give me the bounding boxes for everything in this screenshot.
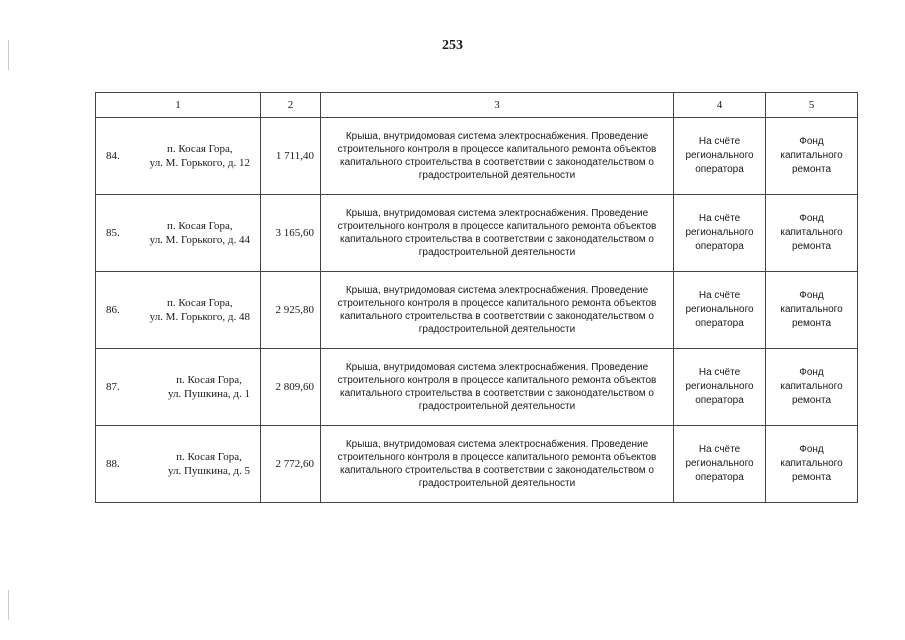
account-text: На счёте (698, 213, 741, 224)
fund-text: капитального (780, 381, 843, 392)
fund-text: капитального (780, 458, 843, 469)
fund-cell (766, 426, 858, 503)
address-settlement: п. Косая Гора, (176, 451, 242, 463)
account-text: регионального (685, 150, 754, 161)
table-row (96, 272, 858, 349)
table-row (96, 118, 858, 195)
account-text: На счёте (698, 136, 741, 147)
fund-text: Фонд (799, 290, 824, 301)
area-cell: 2 772,60 (261, 426, 321, 503)
address (150, 296, 250, 324)
fund-cell (766, 272, 858, 349)
account-text: На счёте (698, 290, 741, 301)
column-header: 5 (766, 93, 858, 118)
address-street: ул. М. Горького, д. 48 (149, 311, 250, 323)
fund-text: капитального (780, 150, 843, 161)
account-text: регионального (685, 227, 754, 238)
fund-text: Фонд (799, 367, 824, 378)
account-text: регионального (685, 304, 754, 315)
works-cell: Крыша, внутридомовая система электроснабжения. Проведение строительного контроля в процессе капитального ремонта объектов капитального строительства в соответствии с законодательством о градостроительной деятельности (321, 349, 674, 426)
area-cell: 1 711,40 (261, 118, 321, 195)
fund-text: ремонта (791, 164, 832, 175)
works-cell: Крыша, внутридомовая система электроснабжения. Проведение строительного контроля в процессе капитального ремонта объектов капитального строительства в соответствии с законодательством о градостроительной деятельности (321, 272, 674, 349)
column-header: 1 (96, 93, 261, 118)
area-cell: 2 809,60 (261, 349, 321, 426)
account-text: На счёте (698, 367, 741, 378)
scan-edge-mark (8, 590, 9, 620)
address-street: ул. Пушкина, д. 5 (167, 465, 250, 477)
account-text: регионального (685, 381, 754, 392)
works-cell: Крыша, внутридомовая система электроснабжения. Проведение строительного контроля в процессе капитального ремонта объектов капитального строительства в соответствии с законодательством о градостроительной деятельности (321, 426, 674, 503)
works-cell: Крыша, внутридомовая система электроснабжения. Проведение строительного контроля в процессе капитального ремонта объектов капитального строительства в соответствии с законодательством о градостроительной деятельности (321, 118, 674, 195)
fund-cell (766, 349, 858, 426)
row-number: 86. (106, 304, 120, 316)
address-cell (96, 195, 261, 272)
fund-text: ремонта (791, 395, 832, 406)
row-number: 84. (106, 150, 120, 162)
fund-text: ремонта (791, 318, 832, 329)
area-cell: 3 165,60 (261, 195, 321, 272)
address-street: ул. Пушкина, д. 1 (167, 388, 250, 400)
account-cell (674, 272, 766, 349)
table-row (96, 426, 858, 503)
account-cell (674, 349, 766, 426)
account-text: оператора (695, 472, 744, 483)
column-header: 2 (261, 93, 321, 118)
address-cell (96, 349, 261, 426)
works-table (95, 92, 858, 503)
account-text: регионального (685, 458, 754, 469)
address-settlement: п. Косая Гора, (176, 374, 242, 386)
column-header: 3 (321, 93, 674, 118)
address-settlement: п. Косая Гора, (166, 220, 233, 232)
fund-text: капитального (780, 227, 843, 238)
address-settlement: п. Косая Гора, (166, 143, 233, 155)
address-settlement: п. Косая Гора, (166, 297, 233, 309)
account-text: оператора (695, 164, 744, 175)
address (168, 373, 250, 401)
fund-text: ремонта (791, 472, 832, 483)
table-row (96, 349, 858, 426)
account-text: оператора (695, 395, 744, 406)
works-cell: Крыша, внутридомовая система электроснабжения. Проведение строительного контроля в процессе капитального ремонта объектов капитального строительства в соответствии с законодательством о градостроительной деятельности (321, 195, 674, 272)
row-number: 88. (106, 458, 120, 470)
area-cell: 2 925,80 (261, 272, 321, 349)
fund-text: Фонд (799, 136, 824, 147)
fund-cell (766, 195, 858, 272)
fund-text: Фонд (799, 213, 824, 224)
column-header: 4 (674, 93, 766, 118)
account-text: оператора (695, 241, 744, 252)
address-cell (96, 118, 261, 195)
address (150, 219, 250, 247)
account-cell (674, 118, 766, 195)
page-number: 253 (442, 38, 463, 53)
address (150, 142, 250, 170)
account-text: На счёте (698, 444, 741, 455)
fund-text: капитального (780, 304, 843, 315)
table-header-row (96, 93, 858, 118)
row-number: 85. (106, 227, 120, 239)
fund-cell (766, 118, 858, 195)
account-text: оператора (695, 318, 744, 329)
address-cell (96, 272, 261, 349)
account-cell (674, 195, 766, 272)
fund-text: Фонд (799, 444, 824, 455)
table-row (96, 195, 858, 272)
address-street: ул. М. Горького, д. 12 (149, 157, 250, 169)
address-street: ул. М. Горького, д. 44 (149, 234, 250, 246)
address (168, 450, 250, 478)
account-cell (674, 426, 766, 503)
address-cell (96, 426, 261, 503)
row-number: 87. (106, 381, 120, 393)
fund-text: ремонта (791, 241, 832, 252)
